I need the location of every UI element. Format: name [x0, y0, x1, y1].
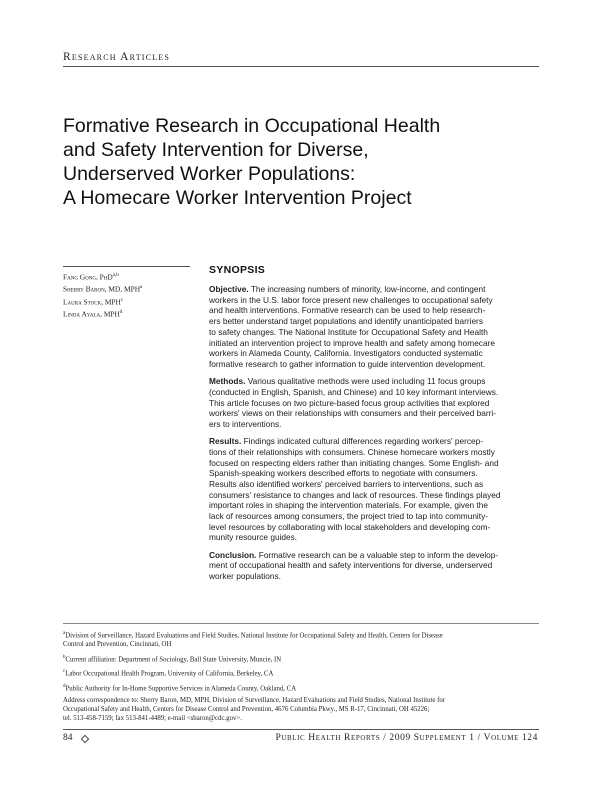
text-line: Spanish-speaking workers described efforts to negotiate with consumers. — [209, 468, 478, 479]
text-line: tions of their relationships with consumers. Chinese homecare workers mostly — [209, 446, 495, 457]
title-line: A Homecare Worker Intervention Project — [63, 187, 412, 209]
footnote-line: Division of Surveillance, Hazard Evaluations and Field Studies, National Institute for Occupational Safety and Health, Centers for Disease — [65, 632, 443, 640]
author-affiliation-mark: a — [140, 285, 143, 291]
text-line: workers in the U.S. labor force present new challenges to occupational safety — [209, 294, 493, 305]
text-line: Formative research can be a valuable step to inform the develop- — [258, 549, 499, 560]
title-line: Underserved Worker Populations: — [63, 163, 356, 185]
text-line: to safety changes. The National Institute for Occupational Safety and Health — [209, 326, 488, 337]
objective-label: Objective. — [209, 284, 249, 294]
article-title — [63, 114, 543, 210]
author-name: Laura Stock, MPH — [63, 297, 121, 307]
conclusion-label: Conclusion. — [209, 549, 257, 560]
text-line: worker populations. — [209, 571, 281, 582]
footnote-rule — [63, 623, 539, 624]
synopsis-section — [209, 264, 544, 588]
footnote — [63, 667, 543, 678]
text-line: The increasing numbers of minority, low-income, and contingent — [250, 284, 486, 294]
text-line: formative research to gather information to guide intervention development. — [209, 358, 486, 369]
text-line: Findings indicated cultural differences regarding workers' percep- — [243, 436, 483, 447]
footnote-mark: c — [63, 669, 66, 675]
text-line: consumers' resistance to changes and lack of resources. These findings played — [209, 489, 501, 500]
author — [63, 295, 198, 307]
conclusion-paragraph — [209, 550, 544, 582]
author-name: Fang Gong, PhD — [63, 272, 113, 282]
footnote — [63, 653, 543, 664]
footnote-line: Labor Occupational Health Program, University of California, Berkeley, CA — [65, 670, 274, 678]
author-affiliation-mark: a,b — [112, 273, 119, 278]
footnotes — [63, 629, 543, 727]
footnote-line: Public Authority for In-Home Supportive Services in Alameda County, Oakland, CA — [65, 684, 297, 692]
running-footer: Public Health Reports / 2009 Supplement 1 / Volume 124 — [275, 733, 538, 743]
text-line: level resources by collaborating with local stakeholders and developing com- — [209, 521, 491, 532]
text-line: (conducted in English, Spanish, and Chinese) and 10 key informant interviews. — [209, 386, 499, 397]
footnote-line: Occupational Safety and Health, Centers for Disease Control and Prevention, 4676 Columbia Pkwy., MS R-17, Cincinnati, OH 45226; — [63, 706, 430, 714]
author-affiliation-mark: d — [119, 310, 123, 316]
author-name: Sherry Baron, MD, MPH — [63, 284, 141, 294]
text-line: This article focuses on two picture-based focus group activities that explored — [209, 397, 490, 408]
text-line: ers to interventions. — [209, 418, 282, 429]
footnote-mark: d — [63, 683, 66, 689]
section-label: Research Articles — [63, 51, 171, 63]
footnote-line: Control and Prevention, Cincinnati, OH — [63, 641, 172, 649]
text-line: workers in Alameda County, California. Investigators conducted systematic — [209, 348, 483, 359]
text-line: ment of occupational health and safety interventions for diverse, underserved — [209, 560, 493, 571]
footnote — [63, 629, 543, 650]
author-list — [63, 270, 198, 320]
footnote-line: tel. 513-458-7159; fax 513-841-4489; e-mail <sbaron@cdc.gov>. — [63, 715, 242, 723]
footnote-line: Current affiliation: Department of Sociology, Ball State University, Muncie, IN — [65, 655, 282, 663]
results-paragraph — [209, 436, 544, 543]
footnote-mark: a — [63, 631, 66, 636]
author-name: Linda Ayala, MPH — [63, 309, 120, 319]
methods-paragraph — [209, 376, 544, 430]
title-line: and Safety Intervention for Diverse, — [63, 139, 369, 161]
header-rule — [63, 66, 539, 67]
footnote — [63, 682, 543, 693]
text-line: Various qualitative methods were used including 11 focus groups — [247, 376, 486, 387]
author — [63, 282, 198, 294]
objective-paragraph — [209, 284, 544, 370]
diamond-outline-icon — [81, 735, 89, 743]
synopsis-heading: SYNOPSIS — [209, 264, 266, 276]
correspondence-note — [63, 696, 543, 724]
text-line: munity resource guides. — [209, 532, 298, 543]
text-line: workers' views on their relationships with consumers and their perceived barri- — [209, 408, 497, 419]
text-line: Results also identified workers' perceived barriers to interventions, such as — [209, 478, 484, 489]
results-label: Results. — [209, 436, 242, 447]
author — [63, 270, 198, 282]
methods-label: Methods. — [209, 376, 246, 387]
text-line: ers better understand target populations and identify unanticipated barriers — [209, 316, 483, 327]
authors-rule — [63, 266, 190, 267]
author — [63, 307, 198, 319]
text-line: and health interventions. Formative research can be used to help research- — [209, 305, 486, 316]
title-line: Formative Research in Occupational Health — [63, 115, 441, 137]
text-line: initiated an intervention project to improve health and safety among homecare — [209, 337, 495, 348]
author-affiliation-mark: c — [120, 297, 124, 303]
text-line: focused on respecting elders rather than initiating changes. Some English- and — [209, 457, 499, 468]
text-line: lack of resources among consumers, the project tried to tap into community- — [209, 511, 488, 522]
text-line: important roles in shaping the intervention materials. For example, given the — [209, 500, 489, 511]
footer-rule — [63, 729, 539, 730]
footnote-line: Address correspondence to: Sherry Baron, MD, MPH, Division of Surveillance, Hazard Evaluations and Field Studies, National Institute for — [63, 697, 446, 705]
page-number: 84 — [63, 733, 73, 743]
footnote-mark: b — [63, 654, 66, 660]
